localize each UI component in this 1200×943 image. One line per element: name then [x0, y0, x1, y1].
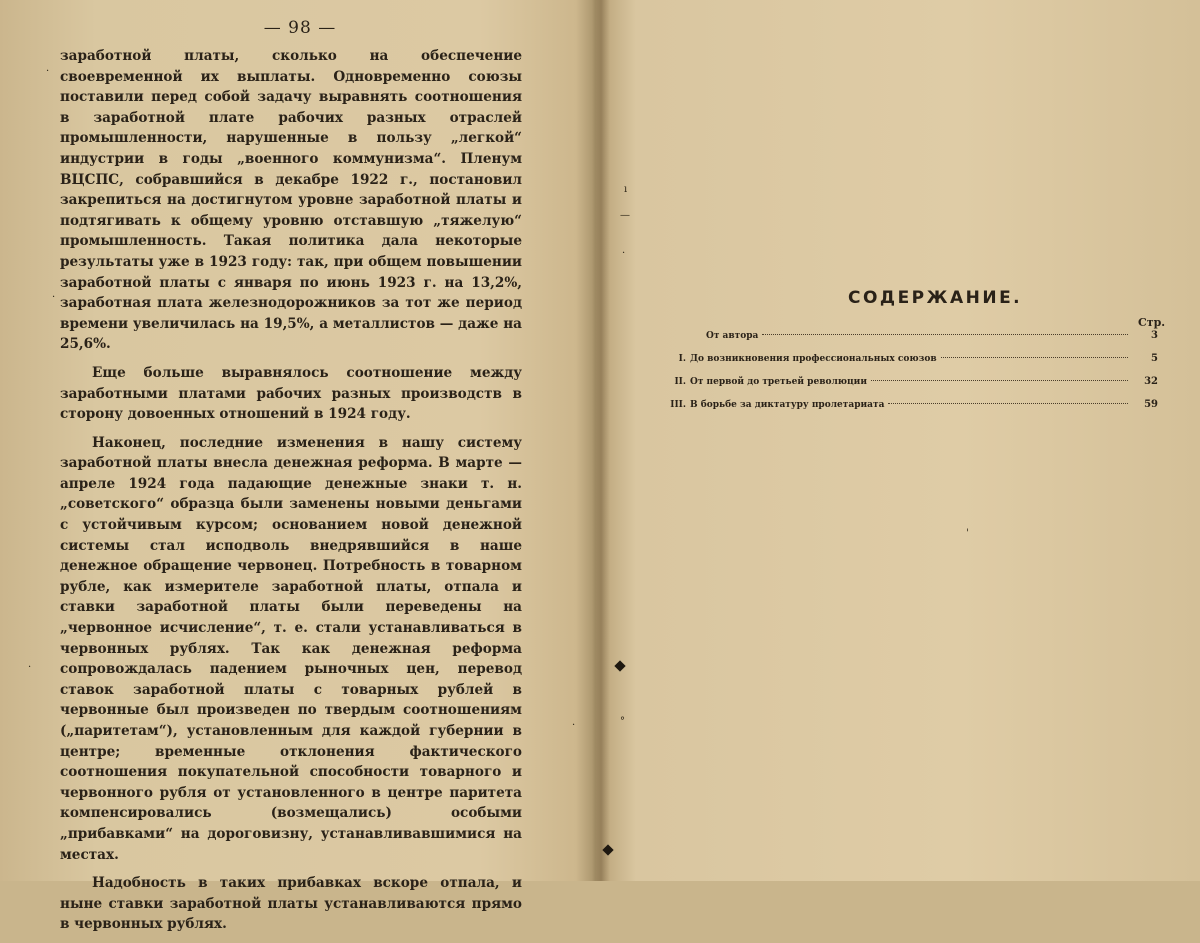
- speck: ·: [52, 292, 56, 303]
- speck: ·: [46, 66, 50, 77]
- toc-leader: [941, 357, 1128, 358]
- toc-number: III.: [670, 400, 686, 410]
- toc-page: 3: [1151, 330, 1158, 341]
- toc-entry: [666, 399, 1158, 422]
- toc-page: 32: [1144, 376, 1158, 387]
- binding-mark: [602, 844, 613, 855]
- binding-mark: [614, 660, 625, 671]
- toc-page: 59: [1144, 399, 1158, 410]
- toc-number: I.: [678, 354, 686, 364]
- speck: ': [966, 528, 969, 539]
- speck: ·: [572, 720, 576, 731]
- speck: °: [620, 716, 625, 727]
- speck: ı: [624, 184, 628, 195]
- toc-label: От первой до третьей революции: [690, 377, 868, 387]
- toc-leader: [888, 403, 1128, 404]
- toc-leader: [762, 334, 1128, 335]
- toc-label: От автора: [706, 331, 759, 341]
- right-page: [600, 0, 1200, 881]
- toc-number: II.: [674, 377, 686, 387]
- speck: ·: [28, 662, 32, 673]
- page-number: — 98 —: [263, 18, 337, 38]
- toc-page-header: Стр.: [1138, 316, 1166, 329]
- speck: —: [620, 210, 630, 221]
- toc-entry: [666, 376, 1158, 399]
- toc-label: До возникновения профессиональных союзов: [690, 354, 937, 364]
- paragraph-4: Надобность в таких прибавках вскоре отпала, и ныне ставки заработной платы устанавливаются прямо в червонных рублях.: [60, 875, 522, 933]
- paragraph-3: Наконец, последние изменения в нашу систему заработной платы внесла денежная реформа. В марте — апреле 1924 года падающие денежные знаки т. н. „советского“ образца были заменены новыми деньгами с устойчивым курсом; основанием новой денежной системы стал исподволь внедрявшийся в наше денежное обращение червонец. Потребность в товарном рубле, как измерителе заработной платы, отпала и ставки заработной платы были переведены на „червонное исчисление“, т. е. стали устанавливаться в червонных рублях. Так как денежная реформа сопровождалась падением рыночных цен, перевод ставок заработной платы с товарных рублей в червонные был произведен по твердым соотношениям („паритетам“), установленным для каждой губернии в центре; временные отклонения фактического соотношения покупательной способности товарного и червонного рубля от установленного в центре паритета компенсировались (возмещались) особыми „прибавками“ на дороговизну, устанавливавшимися на местах.: [60, 434, 522, 863]
- paragraph-2: Еще больше выравнялось соотношение между заработными платами рабочих разных производств в сторону довоенных отношений в 1924 году.: [60, 364, 522, 423]
- toc-list: [666, 330, 1158, 422]
- toc-title: СОДЕРЖАНИЕ.: [848, 288, 1023, 308]
- toc-entry: [666, 353, 1158, 376]
- toc-page: 5: [1151, 353, 1158, 364]
- left-page: [0, 0, 600, 933]
- toc-entry: [666, 330, 1158, 353]
- paragraph-1: заработной платы, сколько на обеспечение своевременной их выплаты. Одновременно союзы поставили перед собой задачу выравнять соотношения в заработной плате рабочих разных отраслей промышленности, нарушенные в пользу „легкой“ индустрии в годы „военного коммунизма“. Пленум ВЦСПС, собравшийся в декабре 1922 г., постановил закрепиться на достигнутом уровне заработной платы и подтягивать к общему уровню отставшую „тяжелую“ промышленность. Такая политика дала некоторые результаты уже в 1923 году: так, при общем повышении заработной платы с января по июнь 1923 г. на 13,2%, заработная плата железнодорожников за тот же период времени увеличилась на 19,5%, а металлистов — даже на 25,6%.: [60, 48, 522, 353]
- body-text: [60, 46, 522, 943]
- toc-leader: [871, 380, 1128, 381]
- speck: ·: [622, 248, 626, 259]
- toc-label: В борьбе за диктатуру пролетариата: [690, 400, 885, 410]
